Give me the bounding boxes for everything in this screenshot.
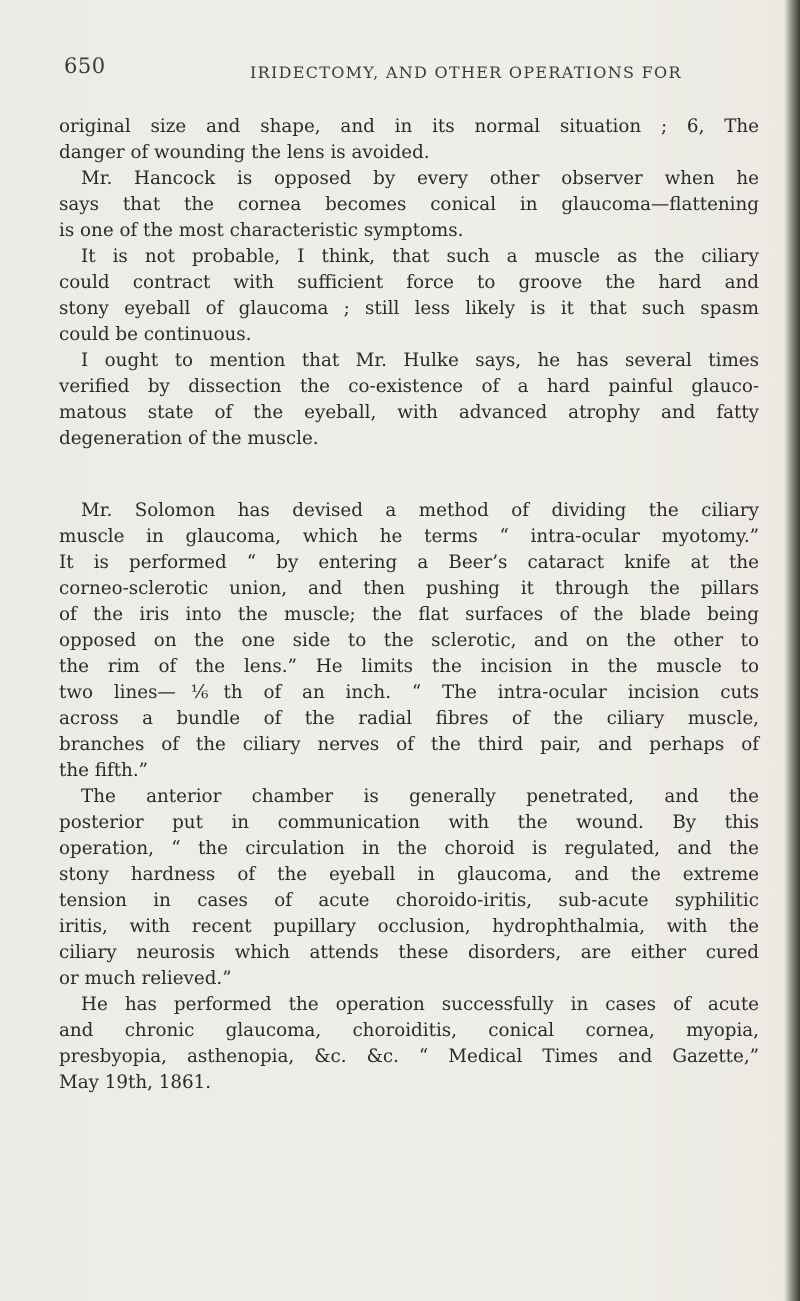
text-line: degeneration of the muscle. xyxy=(59,428,319,449)
text-line: iritis, with recent pupillary occlusion, hydrophthalmia, with the xyxy=(59,916,759,937)
text-line: is one of the most characteristic symptoms. xyxy=(59,220,464,241)
text-line: two lines—⅙th of an inch. “ The intra-ocular incision cuts xyxy=(59,682,759,703)
text-line: Mr. Solomon has devised a method of dividing the ciliary xyxy=(81,500,759,521)
text-line: stony eyeball of glaucoma ; still less likely is it that such spasm xyxy=(59,298,759,319)
text-line: tension in cases of acute choroido-iritis, sub-acute syphilitic xyxy=(59,890,759,911)
text-line: stony hardness of the eyeball in glaucoma, and the extreme xyxy=(59,864,759,885)
text-line: the rim of the lens.” He limits the incision in the muscle to xyxy=(59,656,759,677)
text-line: danger of wounding the lens is avoided. xyxy=(59,142,430,163)
text-line: branches of the ciliary nerves of the third pair, and perhaps of xyxy=(59,734,759,755)
text-line: posterior put in communication with the wound. By this xyxy=(59,812,759,833)
text-line: muscle in glaucoma, which he terms “ intra-ocular myotomy.” xyxy=(59,526,759,547)
text-line: says that the cornea becomes conical in glaucoma—flattening xyxy=(59,194,759,215)
text-line: corneo-sclerotic union, and then pushing it through the pillars xyxy=(59,578,759,599)
text-line: presbyopia, asthenopia, &c. &c. “ Medical Times and Gazette,” xyxy=(59,1046,759,1067)
text-line: could be continuous. xyxy=(59,324,252,345)
page-edge-shadow xyxy=(784,0,800,1301)
text-block-2 xyxy=(59,498,759,1096)
text-line: I ought to mention that Mr. Hulke says, he has several times xyxy=(81,350,759,371)
text-line: It is not probable, I think, that such a muscle as the ciliary xyxy=(81,246,759,267)
text-line: He has performed the operation successfully in cases of acute xyxy=(81,994,759,1015)
page-number: 650 xyxy=(64,54,106,78)
text-line: May 19th, 1861. xyxy=(59,1072,212,1093)
text-line: opposed on the one side to the sclerotic, and on the other to xyxy=(59,630,759,651)
text-line: ciliary neurosis which attends these disorders, are either cured xyxy=(59,942,759,963)
text-line: It is performed “ by entering a Beer’s cataract knife at the xyxy=(59,552,759,573)
running-head: IRIDECTOMY, AND OTHER OPERATIONS FOR xyxy=(250,63,682,82)
text-block-1 xyxy=(59,114,759,452)
text-line: original size and shape, and in its normal situation ; 6, The xyxy=(59,116,759,137)
text-line: and chronic glaucoma, choroiditis, conical cornea, myopia, xyxy=(59,1020,759,1041)
text-line: or much relieved.” xyxy=(59,968,232,989)
text-line: verified by dissection the co-existence of a hard painful glauco- xyxy=(59,376,759,397)
text-line: Mr. Hancock is opposed by every other observer when he xyxy=(81,168,759,189)
text-line: the fifth.” xyxy=(59,760,148,781)
text-line: matous state of the eyeball, with advanced atrophy and fatty xyxy=(59,402,759,423)
text-line: operation, “ the circulation in the choroid is regulated, and the xyxy=(59,838,759,859)
text-line: could contract with sufficient force to groove the hard and xyxy=(59,272,759,293)
text-line: across a bundle of the radial fibres of the ciliary muscle, xyxy=(59,708,759,729)
text-line: of the iris into the muscle; the flat surfaces of the blade being xyxy=(59,604,759,625)
text-line: The anterior chamber is generally penetrated, and the xyxy=(81,786,759,807)
